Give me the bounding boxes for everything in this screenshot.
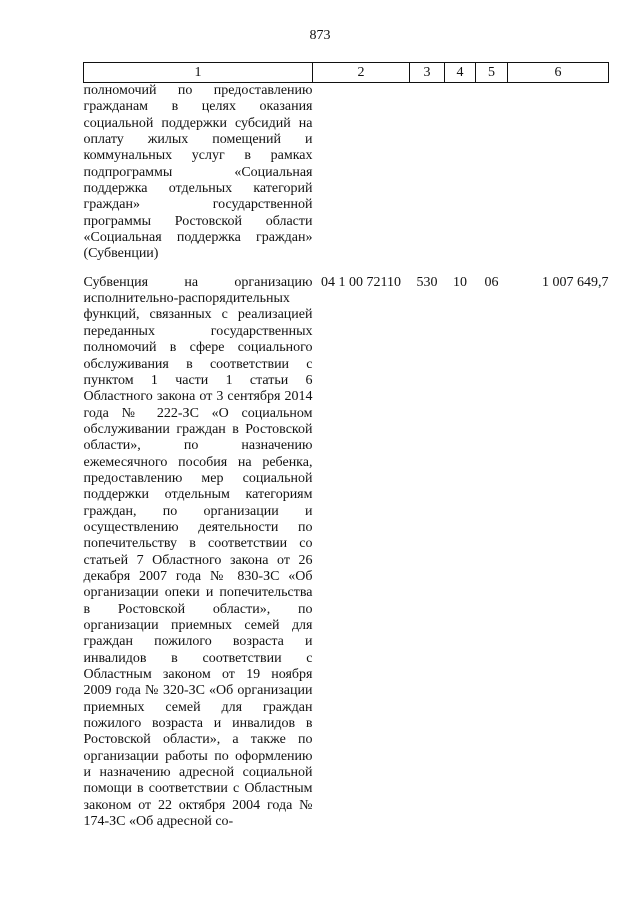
- row-description: полномочий по предоставлению гражданам в целях оказания социальной поддержки субсидий на оплату жилых помещений и коммунальных услуг в рамках подпрограммы «Социальная поддержка отдельных категорий граждан» государственной программы Ростовской области «Социальная поддержка граждан» (Субвенции): [83, 83, 313, 262]
- header-col-5: 5: [476, 63, 508, 83]
- budget-table: [83, 62, 609, 830]
- row-expense-type: [410, 83, 445, 273]
- row-target-code: [313, 83, 410, 273]
- header-col-1: 1: [84, 63, 313, 83]
- header-col-6: 6: [508, 63, 609, 83]
- header-col-3: 3: [410, 63, 445, 83]
- row-amount: 1 007 649,7: [542, 274, 609, 290]
- row-subsection: [476, 83, 508, 273]
- row-amount: [508, 83, 609, 273]
- table-row: [84, 83, 609, 273]
- row-section: 10: [453, 274, 467, 290]
- row-description: Субвенция на организацию исполнительно-распорядительных функций, связанных с реализацией переданных государственных полномочий в сфере социального обслуживания в соответствии с пунктом 1 части 1 статьи 6 Областного закона от 3 сентября 2014 года № 222-ЗС «О социальном обслуживании граждан в Ростовской области», по назначению ежемесячного пособия на ребенка, предоставлению мер социальной поддержки отдельным категориям граждан, по организации и осуществлению деятельности по попечительству в соответствии со статьей 7 Областного закона от 26 декабря 2007 года № 830-ЗС «Об организации опеки и попечительства в Ростовской области», по организации приемных семей для граждан пожилого возраста и инвалидов в соответствии с Областным законом от 19 ноября 2009 года № 320-ЗС «Об организации приемных семей для граждан пожилого возраста и инвалидов в Ростовской области», а также по организации работы по оформлению и назначению адресной социальной помощи в соответствии с Областным законом от 22 октября 2004 года № 174-ЗС «Об адресной со-: [83, 274, 313, 830]
- table-row: [84, 273, 609, 831]
- row-expense-type: 530: [416, 274, 438, 290]
- row-subsection: 06: [484, 274, 499, 290]
- header-col-2: 2: [313, 63, 410, 83]
- table-header-row: [84, 63, 609, 83]
- header-col-4: 4: [445, 63, 476, 83]
- page-number: 873: [309, 28, 331, 43]
- row-target-code: 04 1 00 72110: [321, 274, 401, 290]
- row-section: [445, 83, 476, 273]
